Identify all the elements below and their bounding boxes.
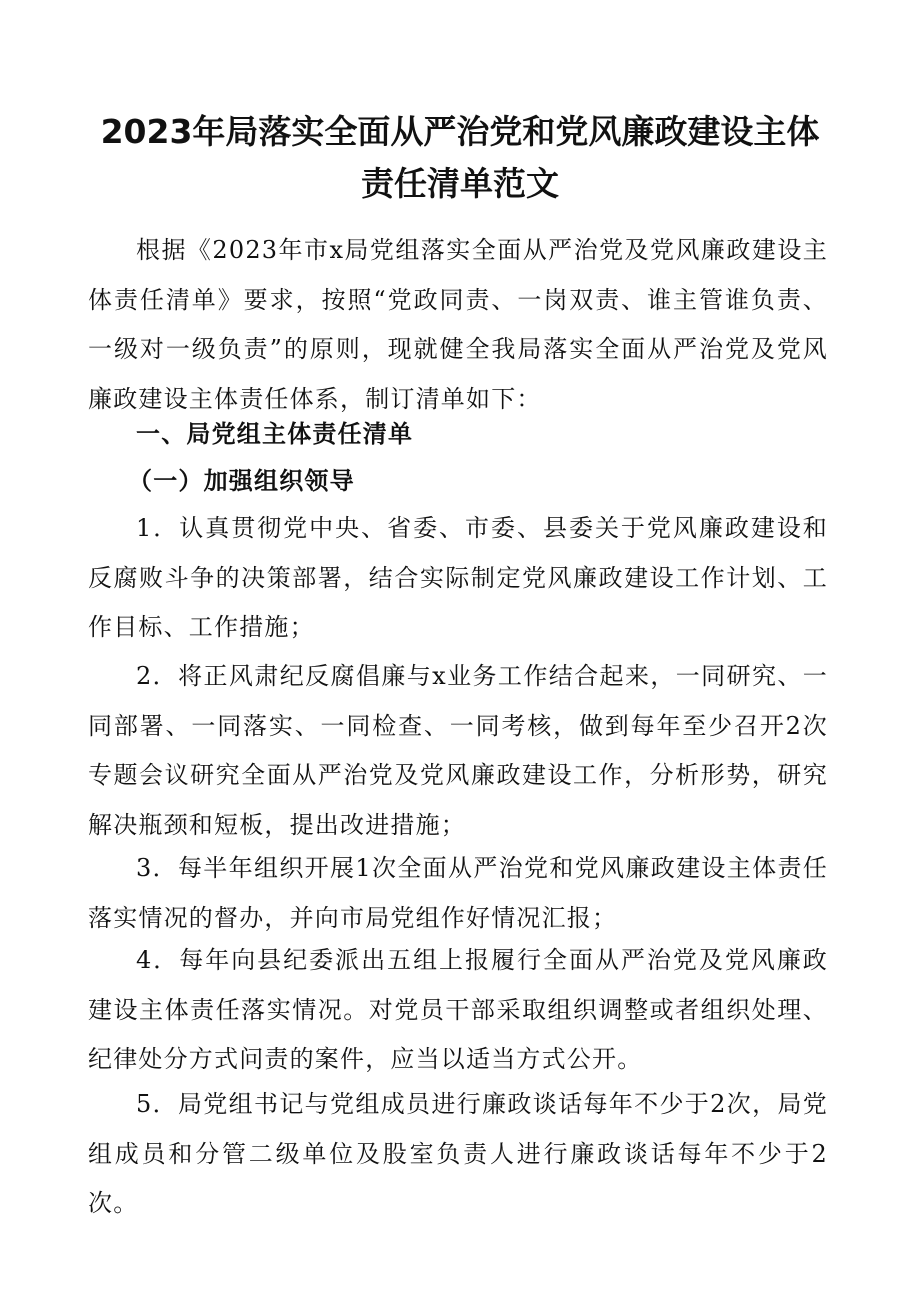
subsection-heading-1: （一）加强组织领导	[128, 466, 355, 495]
document-title-line-1: 2023年局落实全面从严治党和党风廉政建设主体	[100, 112, 820, 151]
list-item-5: 5．局党组书记与党组成员进行廉政谈话每年不少于2次，局党组成员和分管二级单位及股室负责人进行廉政谈话每年不少于2次。	[88, 1090, 828, 1217]
document-title	[70, 106, 850, 210]
document-title-line-2: 责任清单范文	[361, 164, 559, 203]
intro-paragraph: 根据《2023年市x局党组落实全面从严治党及党风廉政建设主体责任清单》要求，按照“党政同责、一岗双责、谁主管谁负责、一级对一级负责”的原则，现就健全我局落实全面从严治党及党风廉政建设主体责任体系，制订清单如下：	[88, 236, 828, 413]
list-item-1: 1．认真贯彻党中央、省委、市委、县委关于党风廉政建设和反腐败斗争的决策部署，结合实际制定党风廉政建设工作计划、工作目标、工作措施；	[88, 514, 828, 641]
list-item-2: 2．将正风肃纪反腐倡廉与x业务工作结合起来，一同研究、一同部署、一同落实、一同检查、一同考核，做到每年至少召开2次专题会议研究全面从严治党及党风廉政建设工作，分析形势，研究解决瓶颈和短板，提出改进措施；	[88, 662, 828, 839]
list-item-3: 3．每半年组织开展1次全面从严治党和党风廉政建设主体责任落实情况的督办，并向市局党组作好情况汇报；	[88, 854, 828, 932]
list-item-4: 4．每年向县纪委派出五组上报履行全面从严治党及党风廉政建设主体责任落实情况。对党员干部采取组织调整或者组织处理、纪律处分方式问责的案件，应当以适当方式公开。	[88, 946, 828, 1073]
section-heading-1: 一、局党组主体责任清单	[136, 420, 414, 448]
